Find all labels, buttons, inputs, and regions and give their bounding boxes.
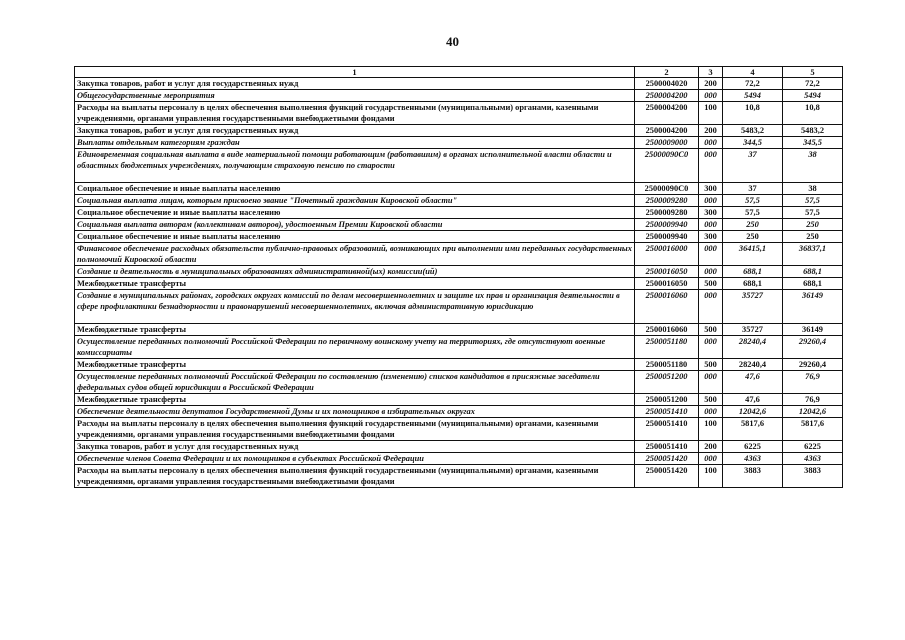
row-value-col5: 36837,1 <box>783 243 843 266</box>
row-value-col5: 36149 <box>783 324 843 336</box>
row-expense-type: 300 <box>699 231 723 243</box>
row-value-col5: 38 <box>783 149 843 183</box>
row-value-col4: 5817,6 <box>723 418 783 441</box>
row-code: 2500004020 <box>635 78 699 90</box>
row-value-col5: 688,1 <box>783 278 843 290</box>
row-expense-type: 000 <box>699 290 723 324</box>
row-code: 2500016000 <box>635 243 699 266</box>
row-expense-type: 000 <box>699 195 723 207</box>
table-row <box>75 465 843 488</box>
row-expense-type: 500 <box>699 324 723 336</box>
row-description: Обеспечение членов Совета Федерации и их помощников в субъектах Российской Федерации <box>75 453 635 465</box>
row-value-col4: 12042,6 <box>723 406 783 418</box>
row-value-col4: 47,6 <box>723 371 783 394</box>
row-value-col4: 28240,4 <box>723 336 783 359</box>
row-code: 2500016050 <box>635 278 699 290</box>
row-value-col4: 688,1 <box>723 278 783 290</box>
table-row <box>75 90 843 102</box>
table-row <box>75 243 843 266</box>
row-code: 2500016050 <box>635 266 699 278</box>
row-code: 2500051420 <box>635 453 699 465</box>
table-header-row <box>75 67 843 78</box>
row-value-col5: 38 <box>783 183 843 195</box>
table-row <box>75 371 843 394</box>
row-description: Межбюджетные трансферты <box>75 324 635 336</box>
row-expense-type: 500 <box>699 278 723 290</box>
row-code: 2500004200 <box>635 102 699 125</box>
row-value-col5: 29260,4 <box>783 359 843 371</box>
row-description: Межбюджетные трансферты <box>75 278 635 290</box>
row-value-col4: 72,2 <box>723 78 783 90</box>
header-col-3: 3 <box>699 67 723 78</box>
row-description: Осуществление переданных полномочий Российской Федерации по первичному воинскому учету на территориях, где отсутствуют военные комиссариаты <box>75 336 635 359</box>
row-value-col4: 3883 <box>723 465 783 488</box>
table-row <box>75 78 843 90</box>
row-code: 2500051410 <box>635 441 699 453</box>
row-code: 2500016060 <box>635 324 699 336</box>
table-row <box>75 266 843 278</box>
row-description: Социальная выплата лицам, которым присвоено звание "Почетный гражданин Кировской области" <box>75 195 635 207</box>
header-col-2: 2 <box>635 67 699 78</box>
row-description: Создание в муниципальных районах, городских округах комиссий по делам несовершеннолетних и защите их прав и организация деятельности в сфере профилактики безнадзорности и правонарушений несовершеннолетних, включая административную юрисдикцию <box>75 290 635 324</box>
row-value-col5: 3883 <box>783 465 843 488</box>
row-code: 2500004200 <box>635 90 699 102</box>
row-value-col5: 57,5 <box>783 207 843 219</box>
row-description: Обеспечение деятельности депутатов Государственной Думы и их помощников в избирательных округах <box>75 406 635 418</box>
row-value-col5: 5817,6 <box>783 418 843 441</box>
row-description: Социальное обеспечение и иные выплаты населению <box>75 231 635 243</box>
row-value-col5: 688,1 <box>783 266 843 278</box>
row-description: Выплаты отдельным категориям граждан <box>75 137 635 149</box>
row-description: Социальное обеспечение и иные выплаты населению <box>75 207 635 219</box>
table-row <box>75 336 843 359</box>
table-row <box>75 183 843 195</box>
table-row <box>75 418 843 441</box>
row-code: 2500009280 <box>635 195 699 207</box>
row-expense-type: 000 <box>699 243 723 266</box>
table-row <box>75 231 843 243</box>
row-value-col5: 250 <box>783 219 843 231</box>
row-expense-type: 500 <box>699 394 723 406</box>
header-col-1: 1 <box>75 67 635 78</box>
row-value-col5: 250 <box>783 231 843 243</box>
row-value-col4: 35727 <box>723 324 783 336</box>
row-value-col5: 4363 <box>783 453 843 465</box>
row-value-col4: 37 <box>723 149 783 183</box>
row-value-col4: 10,8 <box>723 102 783 125</box>
row-value-col5: 57,5 <box>783 195 843 207</box>
row-code: 2500051410 <box>635 418 699 441</box>
row-value-col4: 28240,4 <box>723 359 783 371</box>
row-description: Единовременная социальная выплата в виде материальной помощи работающим (работавшим) в органах исполнительной власти области и областных бюджетных учреждениях, получающим страховую пенсию по старости <box>75 149 635 183</box>
row-code: 2500009000 <box>635 137 699 149</box>
row-value-col4: 57,5 <box>723 195 783 207</box>
row-description: Финансовое обеспечение расходных обязательств публично-правовых образований, возникающих при выполнении ими переданных государственных полномочий Кировской области <box>75 243 635 266</box>
row-code: 2500009280 <box>635 207 699 219</box>
row-value-col5: 345,5 <box>783 137 843 149</box>
row-code: 2500051420 <box>635 465 699 488</box>
table-row <box>75 359 843 371</box>
row-value-col5: 76,9 <box>783 371 843 394</box>
row-description: Расходы на выплаты персоналу в целях обеспечения выполнения функций государственными (муниципальными) органами, казенными учреждениями, органами управления государственными внебюджетными фондами <box>75 102 635 125</box>
row-code: 2500009940 <box>635 219 699 231</box>
row-value-col4: 250 <box>723 231 783 243</box>
row-value-col5: 10,8 <box>783 102 843 125</box>
row-value-col4: 37 <box>723 183 783 195</box>
table-row <box>75 278 843 290</box>
row-code: 2500051180 <box>635 336 699 359</box>
row-description: Осуществление переданных полномочий Российской Федерации по составлению (изменению) списков кандидатов в присяжные заседатели федеральных судов общей юрисдикции в Российской Федерации <box>75 371 635 394</box>
row-description: Межбюджетные трансферты <box>75 359 635 371</box>
row-expense-type: 000 <box>699 90 723 102</box>
row-description: Закупка товаров, работ и услуг для государственных нужд <box>75 125 635 137</box>
row-value-col4: 250 <box>723 219 783 231</box>
row-description: Закупка товаров, работ и услуг для государственных нужд <box>75 78 635 90</box>
table-row <box>75 394 843 406</box>
row-expense-type: 500 <box>699 359 723 371</box>
row-description: Создание и деятельность в муниципальных образованиях административной(ых) комиссии(ий) <box>75 266 635 278</box>
row-value-col4: 688,1 <box>723 266 783 278</box>
table-row <box>75 149 843 183</box>
table-row <box>75 102 843 125</box>
row-expense-type: 000 <box>699 149 723 183</box>
row-description: Межбюджетные трансферты <box>75 394 635 406</box>
table-row <box>75 137 843 149</box>
row-code: 2500051410 <box>635 406 699 418</box>
row-value-col5: 72,2 <box>783 78 843 90</box>
table-row <box>75 219 843 231</box>
row-value-col5: 12042,6 <box>783 406 843 418</box>
row-value-col4: 57,5 <box>723 207 783 219</box>
row-description: Закупка товаров, работ и услуг для государственных нужд <box>75 441 635 453</box>
row-value-col4: 344,5 <box>723 137 783 149</box>
row-value-col4: 6225 <box>723 441 783 453</box>
table-body <box>75 78 843 488</box>
row-code: 2500051200 <box>635 371 699 394</box>
table-row <box>75 195 843 207</box>
row-code: 2500051180 <box>635 359 699 371</box>
row-expense-type: 000 <box>699 137 723 149</box>
row-code: 2500016060 <box>635 290 699 324</box>
row-value-col4: 5483,2 <box>723 125 783 137</box>
row-description: Расходы на выплаты персоналу в целях обеспечения выполнения функций государственными (муниципальными) органами, казенными учреждениями, органами управления государственными внебюджетными фондами <box>75 465 635 488</box>
row-value-col4: 5494 <box>723 90 783 102</box>
row-expense-type: 000 <box>699 336 723 359</box>
row-expense-type: 200 <box>699 125 723 137</box>
row-expense-type: 000 <box>699 266 723 278</box>
row-value-col5: 6225 <box>783 441 843 453</box>
row-expense-type: 100 <box>699 102 723 125</box>
row-expense-type: 100 <box>699 465 723 488</box>
header-col-5: 5 <box>783 67 843 78</box>
row-description: Социальное обеспечение и иные выплаты населению <box>75 183 635 195</box>
row-value-col4: 36415,1 <box>723 243 783 266</box>
row-code: 25000090С0 <box>635 183 699 195</box>
table-row <box>75 441 843 453</box>
row-value-col4: 4363 <box>723 453 783 465</box>
row-value-col5: 76,9 <box>783 394 843 406</box>
table-row <box>75 125 843 137</box>
row-expense-type: 200 <box>699 78 723 90</box>
row-description: Общегосударственные мероприятия <box>75 90 635 102</box>
budget-table <box>74 66 843 488</box>
row-expense-type: 300 <box>699 183 723 195</box>
row-value-col5: 5494 <box>783 90 843 102</box>
row-description: Социальная выплата авторам (коллективам авторов), удостоенным Премии Кировской области <box>75 219 635 231</box>
row-value-col4: 35727 <box>723 290 783 324</box>
header-col-4: 4 <box>723 67 783 78</box>
table-row <box>75 453 843 465</box>
row-expense-type: 100 <box>699 418 723 441</box>
row-expense-type: 200 <box>699 441 723 453</box>
row-code: 2500009940 <box>635 231 699 243</box>
table-row <box>75 406 843 418</box>
row-expense-type: 000 <box>699 453 723 465</box>
row-value-col4: 47,6 <box>723 394 783 406</box>
row-expense-type: 000 <box>699 219 723 231</box>
row-expense-type: 300 <box>699 207 723 219</box>
row-description: Расходы на выплаты персоналу в целях обеспечения выполнения функций государственными (муниципальными) органами, казенными учреждениями, органами управления государственными внебюджетными фондами <box>75 418 635 441</box>
page-number: 40 <box>446 34 459 49</box>
table-row <box>75 290 843 324</box>
row-value-col5: 5483,2 <box>783 125 843 137</box>
row-expense-type: 000 <box>699 371 723 394</box>
row-code: 2500051200 <box>635 394 699 406</box>
row-expense-type: 000 <box>699 406 723 418</box>
table-row <box>75 207 843 219</box>
row-value-col5: 36149 <box>783 290 843 324</box>
row-value-col5: 29260,4 <box>783 336 843 359</box>
row-code: 25000090С0 <box>635 149 699 183</box>
table-row <box>75 324 843 336</box>
row-code: 2500004200 <box>635 125 699 137</box>
